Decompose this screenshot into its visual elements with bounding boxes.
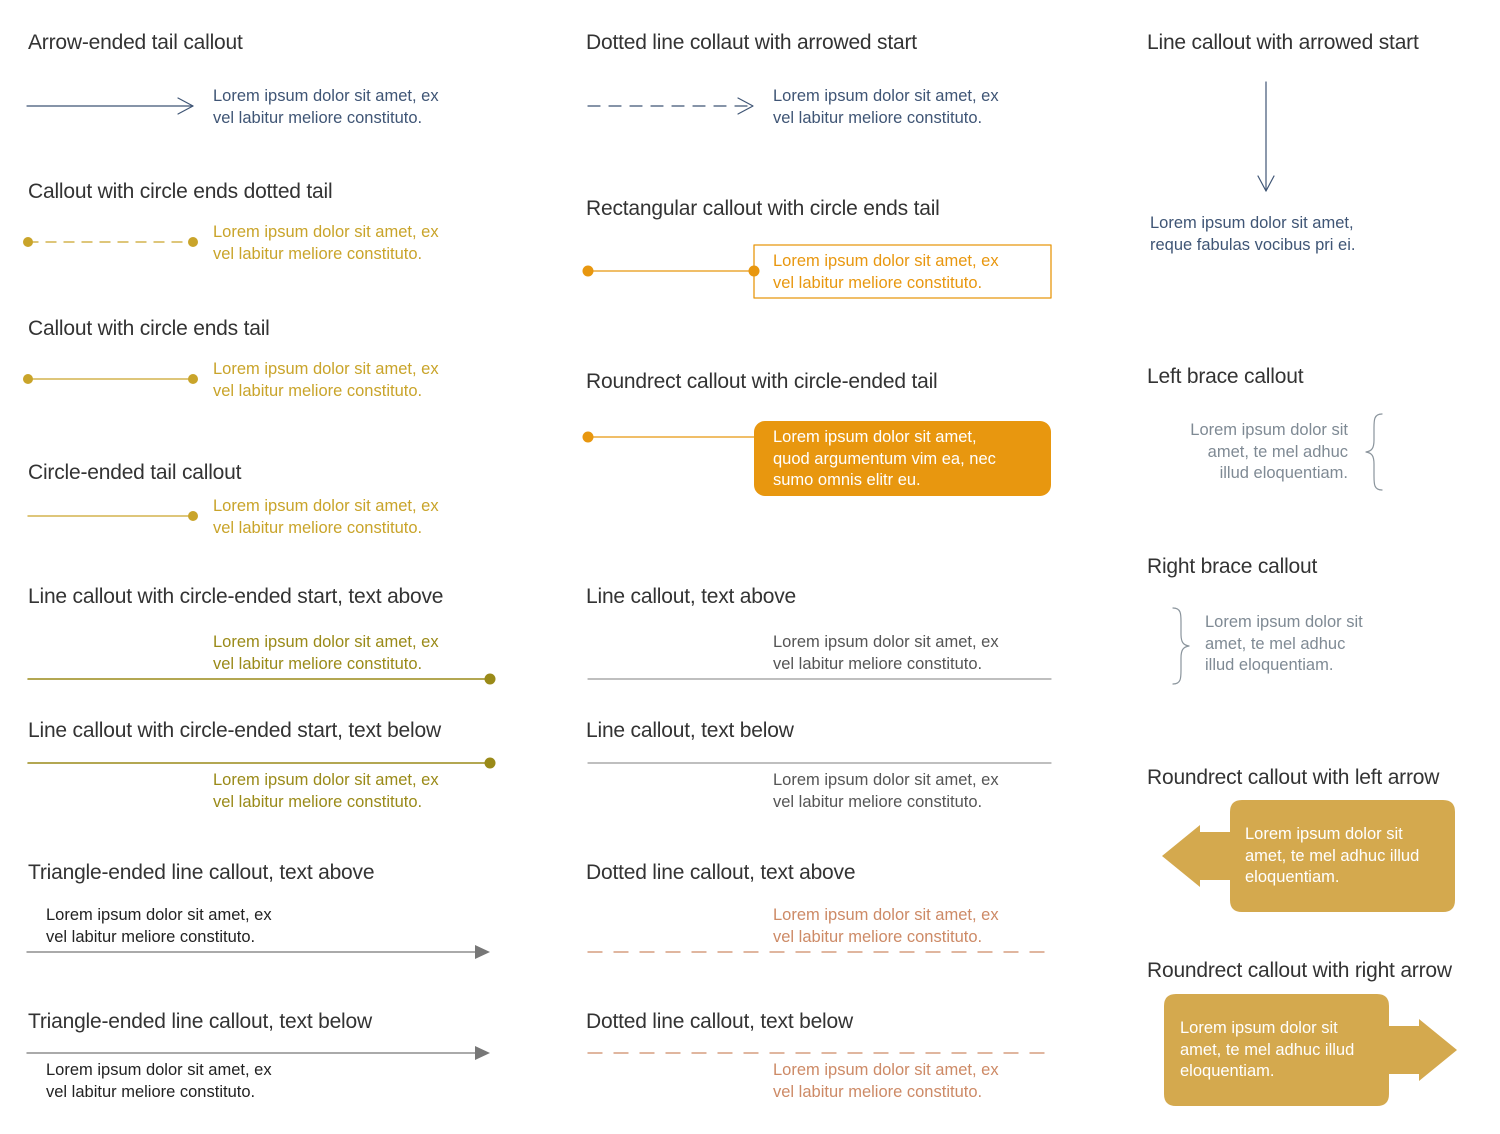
vertical-arrow-line (1258, 82, 1274, 191)
callout-text-left-brace: Lorem ipsum dolor sit amet, te mel adhuc illud eloquentiam. (1190, 421, 1348, 482)
callout-text-circle-ended: Lorem ipsum dolor sit amet, ex vel labitur meliore constituto. (213, 497, 439, 537)
callout-text-dotted-below: Lorem ipsum dolor sit amet, ex vel labitur meliore constituto. (773, 1061, 999, 1101)
callout-text-rect-circle: Lorem ipsum dolor sit amet, ex vel labitur meliore constituto. (773, 252, 999, 292)
callout-text-line-below: Lorem ipsum dolor sit amet, ex vel labitur meliore constituto. (773, 771, 999, 811)
callout-text-circle-start-below: Lorem ipsum dolor sit amet, ex vel labitur meliore constituto. (213, 771, 439, 811)
callout-text-dotted-above: Lorem ipsum dolor sit amet, ex vel labitur meliore constituto. (773, 906, 999, 946)
callout-title-line-above: Line callout, text above (586, 585, 797, 608)
circle-start-below-line (28, 758, 496, 769)
callout-title-line-arrowed-start: Line callout with arrowed start (1147, 31, 1419, 54)
callout-title-dotted-below: Dotted line callout, text below (586, 1010, 853, 1033)
callout-title-circle-ends: Callout with circle ends tail (28, 317, 270, 340)
callout-title-line-below: Line callout, text below (586, 719, 794, 742)
callout-text-triangle-above: Lorem ipsum dolor sit amet, ex vel labitur meliore constituto. (46, 906, 272, 946)
callout-title-triangle-above: Triangle-ended line callout, text above (28, 861, 375, 884)
callout-title-arrow-ended: Arrow-ended tail callout (28, 31, 243, 54)
callout-title-roundrect-right-arrow: Roundrect callout with right arrow (1147, 959, 1452, 982)
callout-title-roundrect-left-arrow: Roundrect callout with left arrow (1147, 766, 1440, 789)
triangle-below-line (27, 1046, 490, 1060)
circle-start-above-line (28, 674, 496, 685)
callout-title-circle-start-below: Line callout with circle-ended start, text below (28, 719, 441, 742)
callout-text-roundrect-right-arrow: Lorem ipsum dolor sit amet, te mel adhuc illud eloquentiam. (1180, 1019, 1355, 1080)
callout-text-triangle-below: Lorem ipsum dolor sit amet, ex vel labitur meliore constituto. (46, 1061, 272, 1101)
callout-title-circle-start-above: Line callout with circle-ended start, text above (28, 585, 444, 608)
circle-ends-tail-line (23, 374, 198, 384)
callout-title-circle-dotted: Callout with circle ends dotted tail (28, 180, 333, 203)
callout-text-dotted-arrowed-start: Lorem ipsum dolor sit amet, ex vel labitur meliore constituto. (773, 87, 999, 127)
callout-text-roundrect-left-arrow: Lorem ipsum dolor sit amet, te mel adhuc illud eloquentiam. (1245, 825, 1420, 886)
right-brace-shape (1173, 608, 1189, 684)
callout-title-triangle-below: Triangle-ended line callout, text below (28, 1010, 372, 1033)
callout-title-rect-circle: Rectangular callout with circle ends tail (586, 197, 940, 220)
left-brace-shape (1366, 414, 1382, 490)
callout-title-left-brace: Left brace callout (1147, 365, 1304, 388)
callout-text-circle-start-above: Lorem ipsum dolor sit amet, ex vel labitur meliore constituto. (213, 633, 439, 673)
callout-title-roundrect-circle: Roundrect callout with circle-ended tail (586, 370, 938, 393)
callout-title-right-brace: Right brace callout (1147, 555, 1318, 578)
callout-text-roundrect-circle: Lorem ipsum dolor sit amet, quod argumentum vim ea, nec sumo omnis elitr eu. (773, 428, 996, 489)
callout-text-circle-dotted: Lorem ipsum dolor sit amet, ex vel labitur meliore constituto. (213, 223, 439, 263)
callout-text-line-arrowed-start: Lorem ipsum dolor sit amet, reque fabulas vocibus pri ei. (1150, 214, 1356, 254)
callout-text-arrow-ended: Lorem ipsum dolor sit amet, ex vel labitur meliore constituto. (213, 87, 439, 127)
callout-title-circle-ended: Circle-ended tail callout (28, 461, 242, 484)
dotted-arrowed-start-line (588, 98, 753, 114)
callout-text-line-above: Lorem ipsum dolor sit amet, ex vel labitur meliore constituto. (773, 633, 999, 673)
callout-title-dotted-above: Dotted line callout, text above (586, 861, 856, 884)
callout-title-dotted-arrowed-start: Dotted line collaut with arrowed start (586, 31, 917, 54)
callout-text-circle-ends: Lorem ipsum dolor sit amet, ex vel labitur meliore constituto. (213, 360, 439, 400)
callout-text-right-brace: Lorem ipsum dolor sit amet, te mel adhuc illud eloquentiam. (1205, 613, 1363, 674)
circle-ends-dotted-tail-line (23, 237, 198, 247)
arrow-ended-tail-line (27, 98, 193, 114)
circle-ended-tail-line (28, 511, 198, 521)
